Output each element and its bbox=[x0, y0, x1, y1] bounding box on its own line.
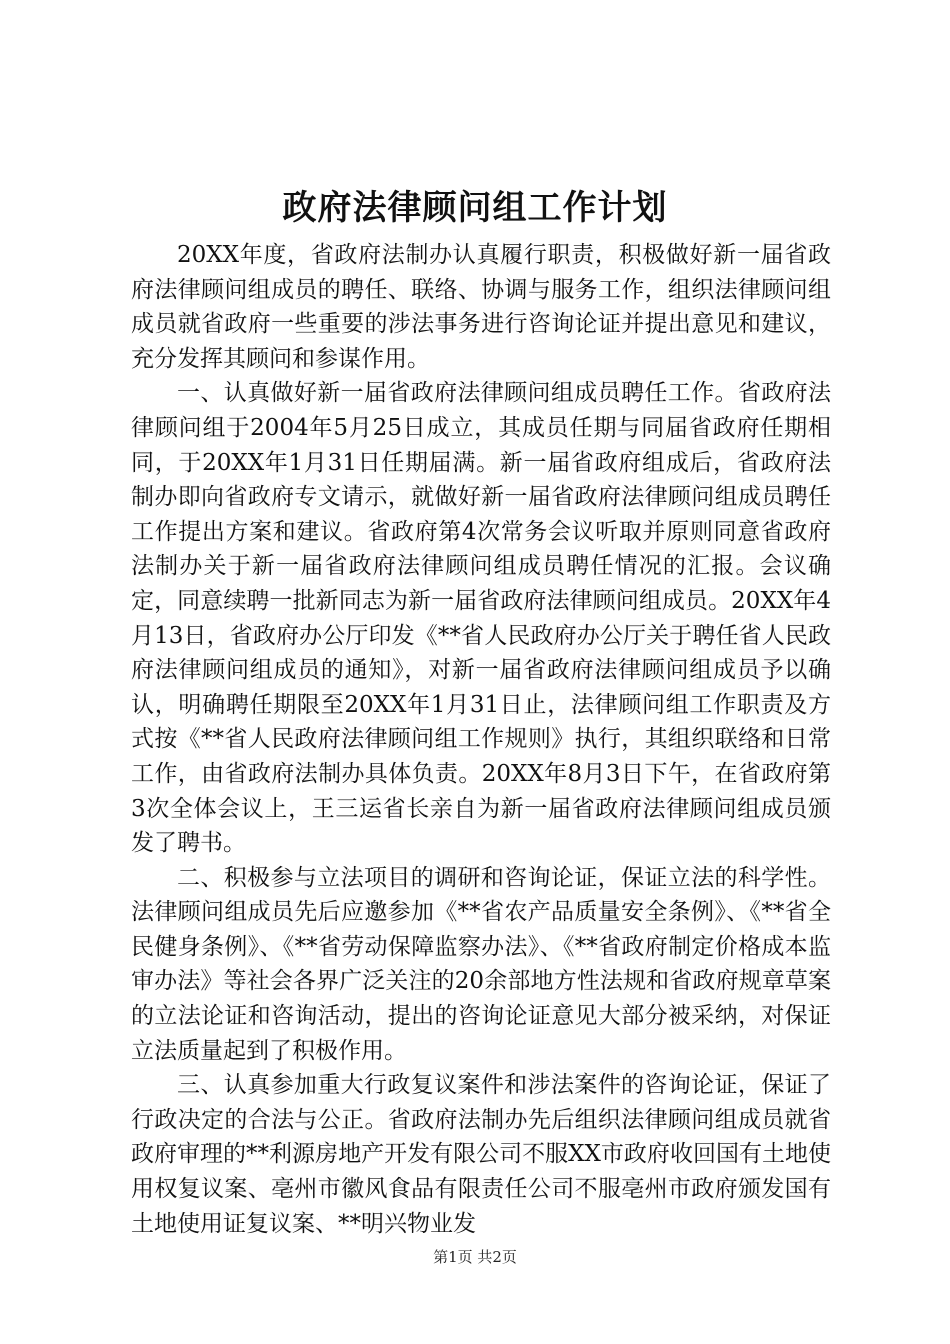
document-title: 政府法律顾问组工作计划 bbox=[282, 188, 668, 228]
paragraph-section-1: 一、认真做好新一届省政府法律顾问组成员聘任工作。省政府法律顾问组于2004年5月25日成立，其成员任期与同届省政府任期相同，于20XX年1月31日任期届满。新一届省政府组成后，省政府法制办即向省政府专文请示，就做好新一届省政府法律顾问组成员聘任工作提出方案和建议。省政府第4次常务会议听取并原则同意省政府法制办关于新一届省政府法律顾问组成员聘任情况的汇报。会议确定，同意续聘一批新同志为新一届省政府法律顾问组成员。20XX年4月13日，省政府办公厅印发《**省人民政府办公厅关于聘任省人民政府法律顾问组成员的通知》，对新一届省政府法律顾问组成员予以确认，明确聘任期限至20XX年1月31日止，法律顾问组工作职责及方式按《**省人民政府法律顾问组工作规则》执行，其组织联络和日常工作，由省政府法制办具体负责。20XX年8月3日下午，在省政府第3次全体会议上，王三运省长亲自为新一届省政府法律顾问组成员颁发了聘书。 bbox=[131, 380, 831, 857]
document-body bbox=[131, 238, 831, 1241]
paragraph-intro: 20XX年度，省政府法制办认真履行职责，积极做好新一届省政府法律顾问组成员的聘任、联络、协调与服务工作，组织法律顾问组成员就省政府一些重要的涉法事务进行咨询论证并提出意见和建议，充分发挥其顾问和参谋作用。 bbox=[131, 242, 831, 372]
page-number-footer: 第1页 共2页 bbox=[433, 1248, 517, 1266]
paragraph-section-2: 二、积极参与立法项目的调研和咨询论证，保证立法的科学性。法律顾问组成员先后应邀参加《**省农产品质量安全条例》、《**省全民健身条例》、《**省劳动保障监察办法》、《**省政府制定价格成本监审办法》等社会各界广泛关注的20余部地方性法规和省政府规章草案的立法论证和咨询活动，提出的咨询论证意见大部分被采纳，对保证立法质量起到了积极作用。 bbox=[131, 864, 831, 1064]
paragraph-section-3: 三、认真参加重大行政复议案件和涉法案件的咨询论证，保证了行政决定的合法与公正。省政府法制办先后组织法律顾问组成员就省政府审理的**利源房地产开发有限公司不服XX市政府收回国有土地使用权复议案、亳州市徽风食品有限责任公司不服亳州市政府颁发国有土地使用证复议案、**明兴物业发 bbox=[131, 1072, 831, 1237]
